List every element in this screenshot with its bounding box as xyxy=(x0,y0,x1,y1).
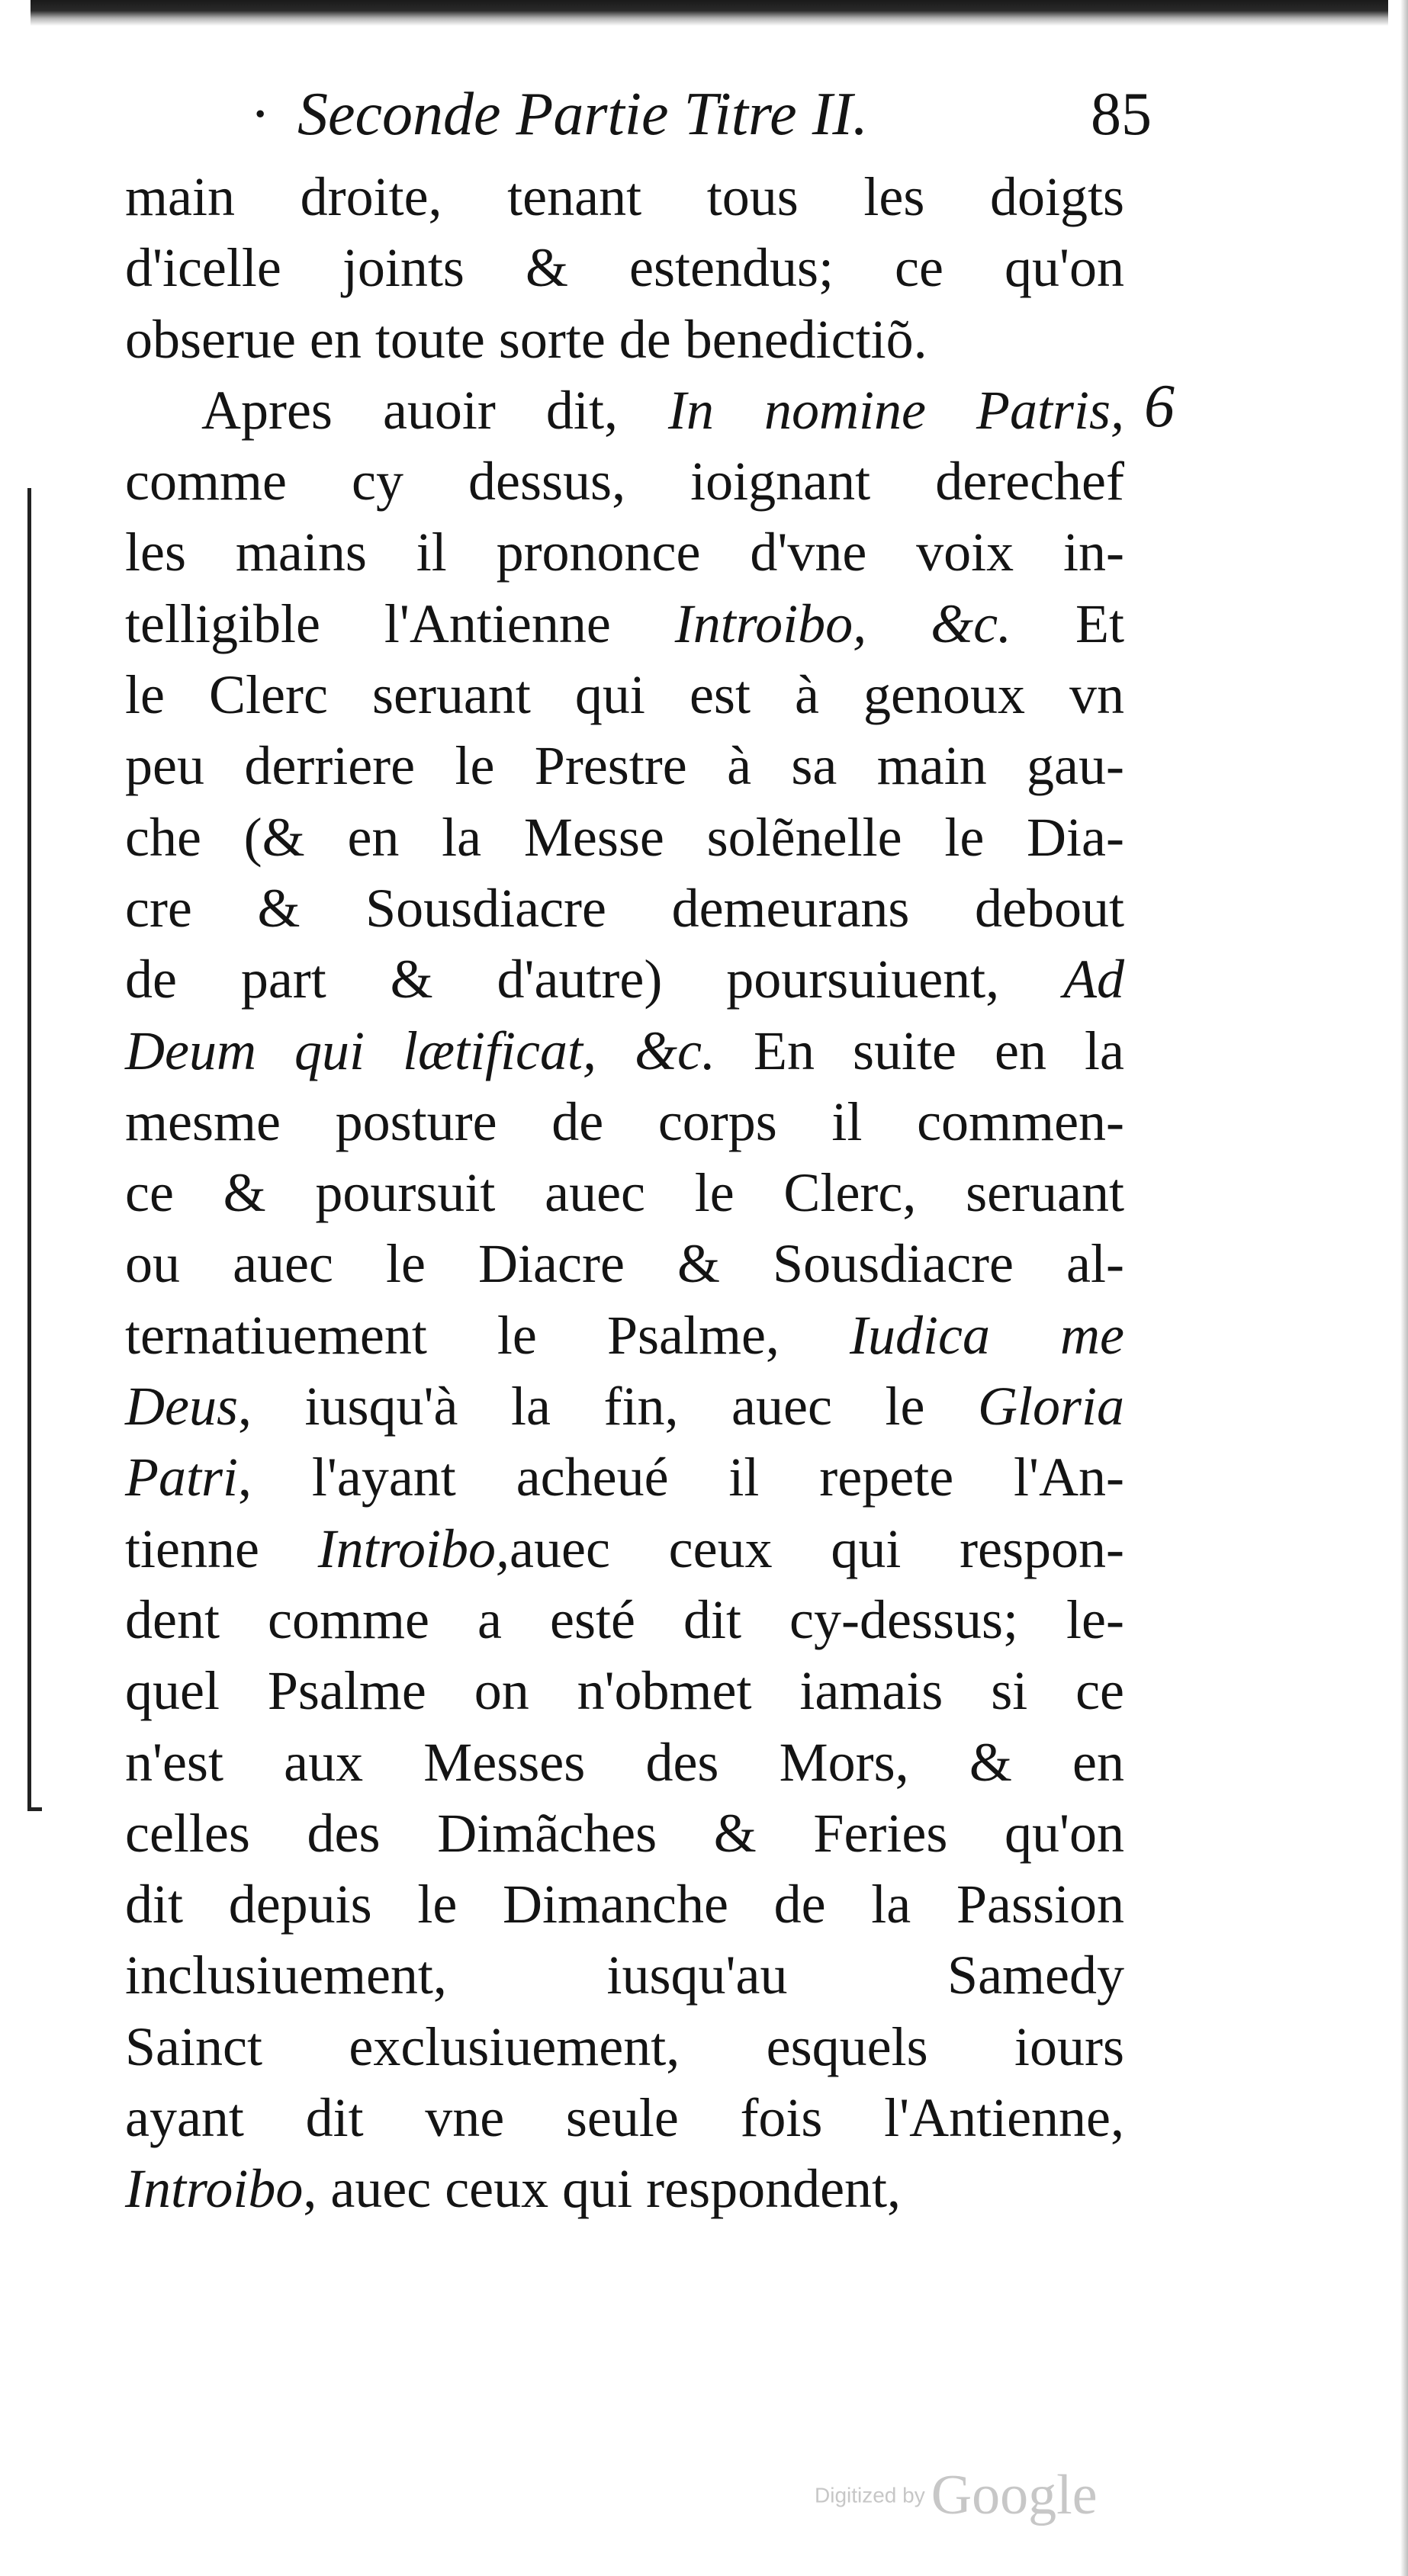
text-line xyxy=(125,1798,1124,1869)
text-line xyxy=(125,1869,1124,1940)
header-bullet: · xyxy=(252,81,267,148)
italic-text-segment: Ad xyxy=(1063,949,1124,1010)
italic-text-segment: Iudica me xyxy=(850,1304,1124,1366)
text-line xyxy=(125,1158,1124,1229)
text-segment: les mains il prononce d'vne voix in- xyxy=(125,522,1124,583)
text-segment: ayant dit vne seule fois l'Antienne, xyxy=(125,2087,1124,2149)
text-segment: ce & poursuit auec le Clerc, seruant xyxy=(125,1162,1124,1224)
text-line xyxy=(125,1371,1124,1442)
text-segment: dent comme a esté dit cy-dessus; le- xyxy=(125,1588,1124,1650)
text-line xyxy=(125,517,1124,588)
text-segment: ou auec le Diacre & Sousdiacre al- xyxy=(125,1233,1124,1295)
page-number: 85 xyxy=(1091,81,1152,148)
italic-text-segment: Gloria xyxy=(977,1376,1124,1437)
text-segment: mesme posture de corps il commen- xyxy=(125,1090,1124,1152)
text-line xyxy=(125,446,1124,517)
digitized-by-google-watermark xyxy=(815,2463,1098,2532)
text-segment: celles des Dimãches & Feries qu'on xyxy=(125,1802,1124,1864)
text-line xyxy=(125,162,1124,233)
page-top-edge-shadow xyxy=(31,0,1388,26)
text-segment: telligible l'Antienne xyxy=(125,593,675,654)
margin-bracket-mark xyxy=(27,488,42,1811)
text-segment: Sainct exclusiuement, esquels iours xyxy=(125,2016,1124,2077)
text-line xyxy=(125,375,1124,446)
text-segment: Et xyxy=(1011,593,1124,654)
text-line xyxy=(125,1300,1124,1371)
text-line xyxy=(125,802,1124,873)
text-segment: , auec ceux qui respondent, xyxy=(303,2158,902,2220)
running-header xyxy=(252,76,1152,153)
page-right-edge-shadow xyxy=(1400,0,1408,2576)
text-segment: main droite, tenant tous les doigts xyxy=(125,166,1124,227)
running-title: Seconde Partie Titre II. xyxy=(297,81,868,148)
text-line xyxy=(125,873,1124,944)
text-segment: ternatiuement le Psalme, xyxy=(125,1304,850,1366)
text-line xyxy=(125,1514,1124,1585)
text-line xyxy=(125,304,1124,375)
text-line xyxy=(125,1727,1124,1798)
watermark-small-text: Digitized by xyxy=(815,2483,925,2507)
text-segment: obserue en toute sorte de benedictiõ. xyxy=(125,308,927,370)
text-line xyxy=(125,1016,1124,1087)
text-line xyxy=(125,1656,1124,1726)
text-line xyxy=(125,1585,1124,1656)
text-line xyxy=(125,233,1124,304)
text-segment: che (& en la Messe solẽnelle le Dia- xyxy=(125,806,1124,868)
text-segment: peu derriere le Prestre à sa main gau- xyxy=(125,735,1124,797)
watermark-logo-text: Google xyxy=(931,2464,1098,2526)
italic-text-segment: Introibo, xyxy=(317,1518,510,1579)
text-line xyxy=(125,589,1124,660)
margin-note: 6 xyxy=(1144,373,1175,440)
text-segment: cre & Sousdiacre demeurans debout xyxy=(125,877,1124,939)
text-segment: Apres auoir dit, xyxy=(201,379,668,441)
text-segment: tienne xyxy=(125,1518,318,1579)
text-segment: , iusqu'à la fin, auec le xyxy=(237,1376,978,1437)
body-text xyxy=(125,162,1124,2225)
text-line xyxy=(125,1442,1124,1513)
text-line xyxy=(125,2083,1124,2154)
italic-text-segment: Patri xyxy=(125,1447,239,1508)
text-line xyxy=(125,660,1124,731)
text-segment: En suite en la xyxy=(715,1020,1124,1081)
text-segment: n'est aux Messes des Mors, & en xyxy=(125,1731,1124,1793)
text-segment: auec ceux qui respon- xyxy=(510,1518,1125,1579)
text-segment: d'icelle joints & estendus; ce qu'on xyxy=(125,237,1124,299)
text-segment: inclusiuement, iusqu'au Samedy xyxy=(125,1945,1124,2006)
text-segment: de part & d'autre) poursuiuent, xyxy=(125,949,1064,1010)
italic-text-segment: In nomine Patris, xyxy=(667,379,1124,441)
text-segment: , l'ayant acheué il repete l'An- xyxy=(238,1447,1124,1508)
text-line xyxy=(125,944,1124,1015)
text-segment: comme cy dessus, ioignant derechef xyxy=(125,451,1124,512)
text-line xyxy=(125,1087,1124,1158)
italic-text-segment: Introibo, &c. xyxy=(674,593,1012,654)
text-segment: dit depuis le Dimanche de la Passion xyxy=(125,1874,1124,1935)
text-line xyxy=(125,1229,1124,1299)
italic-text-segment: Introibo xyxy=(125,2158,304,2220)
italic-text-segment: Deum qui lætificat, &c. xyxy=(125,1020,715,1081)
text-segment: quel Psalme on n'obmet iamais si ce xyxy=(125,1660,1124,1722)
text-segment: le Clerc seruant qui est à genoux vn xyxy=(125,664,1124,726)
text-line xyxy=(125,731,1124,801)
text-line xyxy=(125,2012,1124,2083)
text-line xyxy=(125,2154,1124,2224)
italic-text-segment: Deus xyxy=(125,1376,238,1437)
text-line xyxy=(125,1940,1124,2011)
